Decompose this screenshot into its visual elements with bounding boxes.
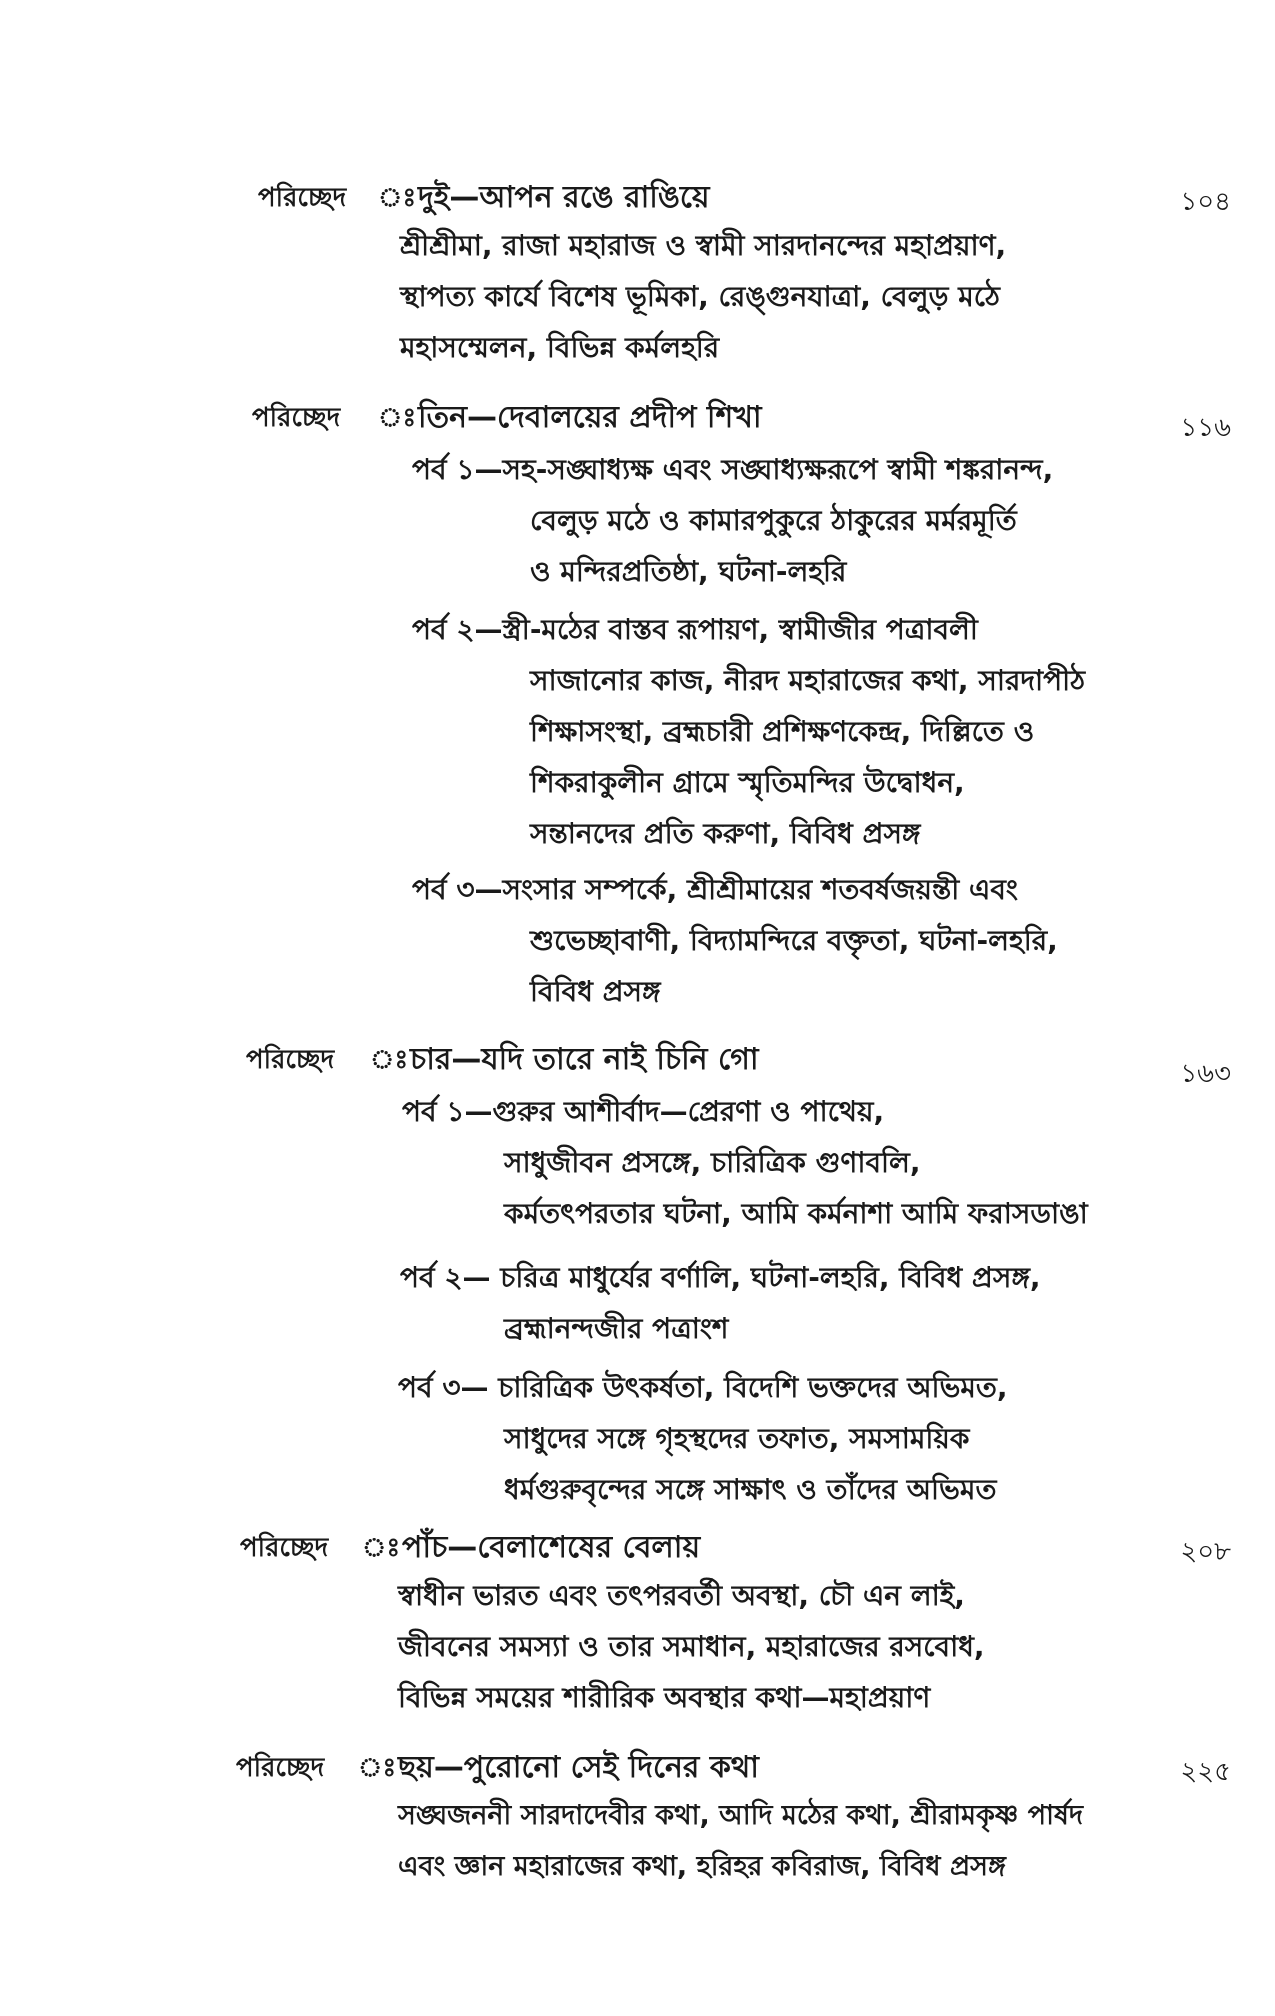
chapter-title: দুই—আপন রঙে রাঙিয়ে xyxy=(418,180,710,215)
chapter-label: পরিচ্ছেদ xyxy=(258,183,347,213)
description-line: বিভিন্ন সময়ের শারীরিক অবস্থার কথা—মহাপ্রয়াণ xyxy=(398,1681,931,1714)
chapter-three xyxy=(0,398,1275,1008)
parva-item xyxy=(412,864,1058,1017)
chapter-title: চার—যদি তারে নাই চিনি গো xyxy=(410,1042,759,1077)
parva-heading: পর্ব ১—গুরুর আশীর্বাদ—প্রেরণা ও পাথেয়, xyxy=(402,1095,885,1128)
page-number: ২২৫ xyxy=(1180,1757,1231,1787)
parva-line: ব্রহ্মানন্দজীর পত্রাংশ xyxy=(504,1312,729,1345)
chapter-separator: ঃ xyxy=(362,1533,401,1563)
chapter-title: তিন—দেবালয়ের প্রদীপ শিখা xyxy=(418,400,762,435)
parva-item xyxy=(412,604,1085,859)
chapter-separator: ঃ xyxy=(378,183,417,213)
parva-heading: পর্ব ২— চরিত্র মাধুর্যের বর্ণালি, ঘটনা-লহরি, বিবিধ প্রসঙ্গ, xyxy=(400,1261,1041,1294)
page-number: ২০৮ xyxy=(1180,1537,1231,1567)
chapter-heading xyxy=(0,1040,1275,1092)
chapter-separator: ঃ xyxy=(370,1045,409,1075)
description-line: সঙ্ঘজননী সারদাদেবীর কথা, আদি মঠের কথা, শ্রীরামকৃষ্ণ পার্ষদ xyxy=(398,1800,1084,1831)
page-number: ১৬৩ xyxy=(1180,1059,1231,1089)
parva-line: সাধুজীবন প্রসঙ্গে, চারিত্রিক গুণাবলি, xyxy=(504,1146,921,1179)
description-line: শ্রীশ্রীমা, রাজা মহারাজ ও স্বামী সারদানন্দের মহাপ্রয়াণ, xyxy=(400,229,1007,262)
parva-heading: পর্ব ৩— চারিত্রিক উৎকর্ষতা, বিদেশি ভক্তদের অভিমত, xyxy=(398,1371,1008,1404)
parva-line: কর্মতৎপরতার ঘটনা, আমি কর্মনাশা আমি ফরাসডাঙা xyxy=(504,1197,1088,1230)
chapter-six xyxy=(0,1748,1275,1882)
parva-line: শিকরাকুলীন গ্রামে স্মৃতিমন্দির উদ্বোধন, xyxy=(530,766,965,799)
parva-line: ধর্মগুরুবৃন্দের সঙ্গে সাক্ষাৎ ও তাঁদের অভিমত xyxy=(504,1473,997,1506)
description-line: স্বাধীন ভারত এবং তৎপরবর্তী অবস্থা, চৌ এন লাই, xyxy=(398,1579,965,1612)
chapter-title: পাঁচ—বেলাশেষের বেলায় xyxy=(402,1530,701,1565)
chapter-heading xyxy=(0,398,1275,450)
parva-item xyxy=(398,1362,1008,1515)
chapter-label: পরিচ্ছেদ xyxy=(246,1045,335,1075)
parva-line: বেলুড় মঠে ও কামারপুকুরে ঠাকুরের মর্মরমূর্তি xyxy=(530,504,1017,537)
parva-line: সাজানোর কাজ, নীরদ মহারাজের কথা, সারদাপীঠ xyxy=(530,664,1086,697)
chapter-two xyxy=(0,178,1275,364)
page-number: ১০৪ xyxy=(1180,187,1231,217)
chapter-separator: ঃ xyxy=(378,403,417,433)
parva-heading: পর্ব ১—সহ-সঙ্ঘাধ্যক্ষ এবং সঙ্ঘাধ্যক্ষরূপে স্বামী শঙ্করানন্দ, xyxy=(412,453,1054,486)
parva-line: সন্তানদের প্রতি করুণা, বিবিধ প্রসঙ্গ xyxy=(530,817,921,850)
parva-line: শিক্ষাসংস্থা, ব্রহ্মচারী প্রশিক্ষণকেন্দ্র, দিল্লিতে ও xyxy=(530,715,1035,748)
chapter-description xyxy=(400,220,1006,373)
description-line: এবং জ্ঞান মহারাজের কথা, হরিহর কবিরাজ, বিবিধ প্রসঙ্গ xyxy=(398,1851,1006,1882)
parva-line: ও মন্দিরপ্রতিষ্ঠা, ঘটনা-লহরি xyxy=(530,555,847,588)
parva-line: সাধুদের সঙ্গে গৃহস্থদের তফাত, সমসাময়িক xyxy=(504,1422,970,1455)
parva-heading: পর্ব ২—স্ত্রী-মঠের বাস্তব রূপায়ণ, স্বামীজীর পত্রাবলী xyxy=(412,613,978,646)
chapter-four xyxy=(0,1040,1275,1506)
chapter-label: পরিচ্ছেদ xyxy=(236,1753,325,1783)
parva-item xyxy=(412,444,1053,597)
chapter-description xyxy=(398,1790,1083,1892)
chapter-separator: ঃ xyxy=(358,1753,397,1783)
parva-item xyxy=(400,1252,1041,1354)
description-line: জীবনের সমস্যা ও তার সমাধান, মহারাজের রসবোধ, xyxy=(398,1630,985,1663)
chapter-five xyxy=(0,1528,1275,1714)
parva-heading: পর্ব ৩—সংসার সম্পর্কে, শ্রীশ্রীমায়ের শতবর্ষজয়ন্তী এবং xyxy=(412,873,1018,906)
page-number: ১১৬ xyxy=(1180,413,1231,443)
parva-item xyxy=(402,1086,1088,1239)
description-line: স্থাপত্য কার্যে বিশেষ ভূমিকা, রেঙ্গুনযাত্রা, বেলুড় মঠে xyxy=(400,280,1000,313)
parva-line: শুভেচ্ছাবাণী, বিদ্যামন্দিরে বক্তৃতা, ঘটনা-লহরি, xyxy=(530,924,1058,957)
chapter-label: পরিচ্ছেদ xyxy=(252,403,341,433)
chapter-label: পরিচ্ছেদ xyxy=(240,1533,329,1563)
parva-line: বিবিধ প্রসঙ্গ xyxy=(530,975,661,1008)
description-line: মহাসম্মেলন, বিভিন্ন কর্মলহরি xyxy=(400,331,720,364)
chapter-description xyxy=(398,1570,985,1723)
chapter-title: ছয়—পুরোনো সেই দিনের কথা xyxy=(398,1750,759,1785)
